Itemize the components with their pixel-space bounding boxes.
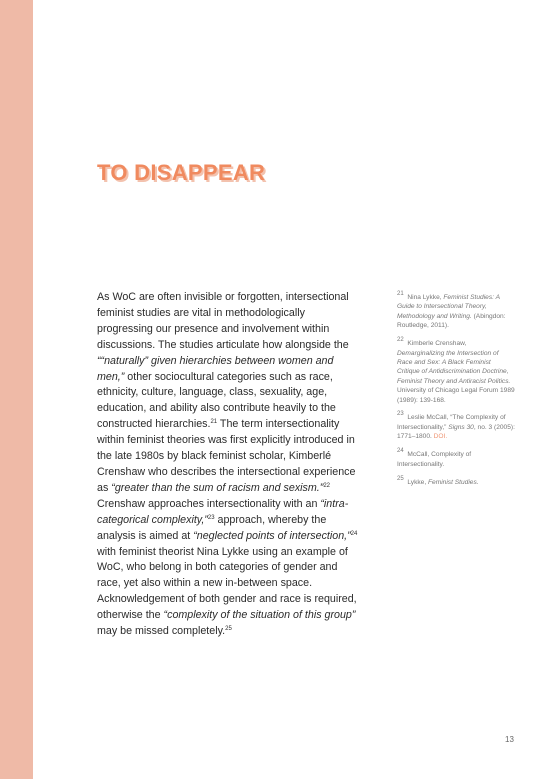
footnote-author: Lykke, bbox=[407, 478, 429, 486]
footnote-23 bbox=[397, 413, 515, 441]
body-text-run: approach, whereby the analysis is aimed at bbox=[97, 513, 327, 542]
footnote-number: 21 bbox=[397, 291, 404, 297]
body-text-run: with feminist theorist Nina Lykke using an example of WoC, who belong in both categories of gender and race, yet also within a new in-between space. Acknowledgement of both gender and race is required, otherwise the bbox=[97, 545, 357, 622]
footnote-text: McCall, Complexity of Intersectionality. bbox=[397, 451, 472, 468]
footnote-ref-22[interactable]: 22 bbox=[323, 482, 331, 489]
footnote-publication: , no. 3 (2005): 1771–1800. bbox=[397, 423, 515, 441]
footnote-number: 22 bbox=[397, 337, 404, 344]
footnote-number: 23 bbox=[397, 411, 404, 418]
body-text-run: Crenshaw approaches intersectionality with an bbox=[97, 497, 321, 510]
side-color-band bbox=[0, 0, 33, 779]
footnotes-column bbox=[397, 293, 515, 495]
footnote-publication: University of Chicago Legal Forum 1989 (1989): 139-168. bbox=[397, 387, 515, 404]
footnote-25 bbox=[397, 475, 515, 487]
footnote-22 bbox=[397, 339, 515, 405]
footnote-number: 24 bbox=[397, 448, 404, 455]
footnote-ref-21[interactable]: 21 bbox=[210, 419, 218, 426]
footnote-21 bbox=[397, 293, 515, 331]
quote-racism-sexism: “greater than the sum of racism and sexism.” bbox=[111, 481, 324, 494]
footnote-author: Kimberle Crenshaw, bbox=[407, 340, 467, 348]
body-text-run: may be missed completely. bbox=[97, 625, 226, 638]
body-paragraph bbox=[97, 290, 359, 640]
page-number: 13 bbox=[505, 735, 514, 744]
quote-neglected-points: “neglected points of intersection,” bbox=[193, 529, 351, 542]
doi-link[interactable]: DOI. bbox=[433, 433, 448, 441]
footnote-title: Feminist Studies: A Guide to Intersectional Theory, Methodology and Writing. bbox=[397, 294, 500, 320]
footnote-journal: Signs 30 bbox=[448, 423, 474, 431]
footnote-ref-23[interactable]: 23 bbox=[207, 514, 215, 521]
body-text-run: As WoC are often invisible or forgotten, intersectional feminist studies are vital in methodologically progressing our presence and involvement within discussions. The studies articulate how alongside the bbox=[97, 291, 349, 351]
quote-hierarchies: ““naturally” given hierarchies between women and men,” bbox=[97, 354, 334, 383]
footnote-ref-24[interactable]: 24 bbox=[350, 530, 358, 537]
footnote-author: Nina Lykke, bbox=[407, 294, 444, 301]
footnote-number: 25 bbox=[397, 475, 404, 482]
footnote-publication: (Abingdon: Routledge, 2011). bbox=[397, 312, 506, 330]
footnote-ref-25[interactable]: 25 bbox=[225, 626, 232, 633]
body-text-run: other sociocultural categories such as race, ethnicity, culture, language, class, sexuality, age, education, and ability also contribute heavily to the constructed hierarchies. bbox=[97, 370, 336, 431]
quote-complexity: “complexity of the situation of this group” bbox=[163, 609, 356, 622]
footnote-24 bbox=[397, 450, 515, 469]
quote-intra-categorical: “intra-categorical complexity,” bbox=[97, 497, 349, 526]
section-heading: TO DISAPPEAR bbox=[97, 160, 266, 185]
body-text-run: The term intersectionality within feminist theories was first explicitly introduced in the late 1980s by black feminist scholar, Kimberlé Crenshaw who describes the intersectional experience as bbox=[97, 418, 356, 494]
footnote-title: Demarginalizing the Intersection of Race and Sex: A Black Feminist Critique of Antidiscrimination Doctrine, Feminist Theory and Antiracist Politics. bbox=[397, 349, 511, 385]
footnote-author-title: Leslie McCall, “The Complexity of Intersectionality,” bbox=[397, 414, 506, 431]
footnote-title: Feminist Studies. bbox=[428, 478, 479, 486]
